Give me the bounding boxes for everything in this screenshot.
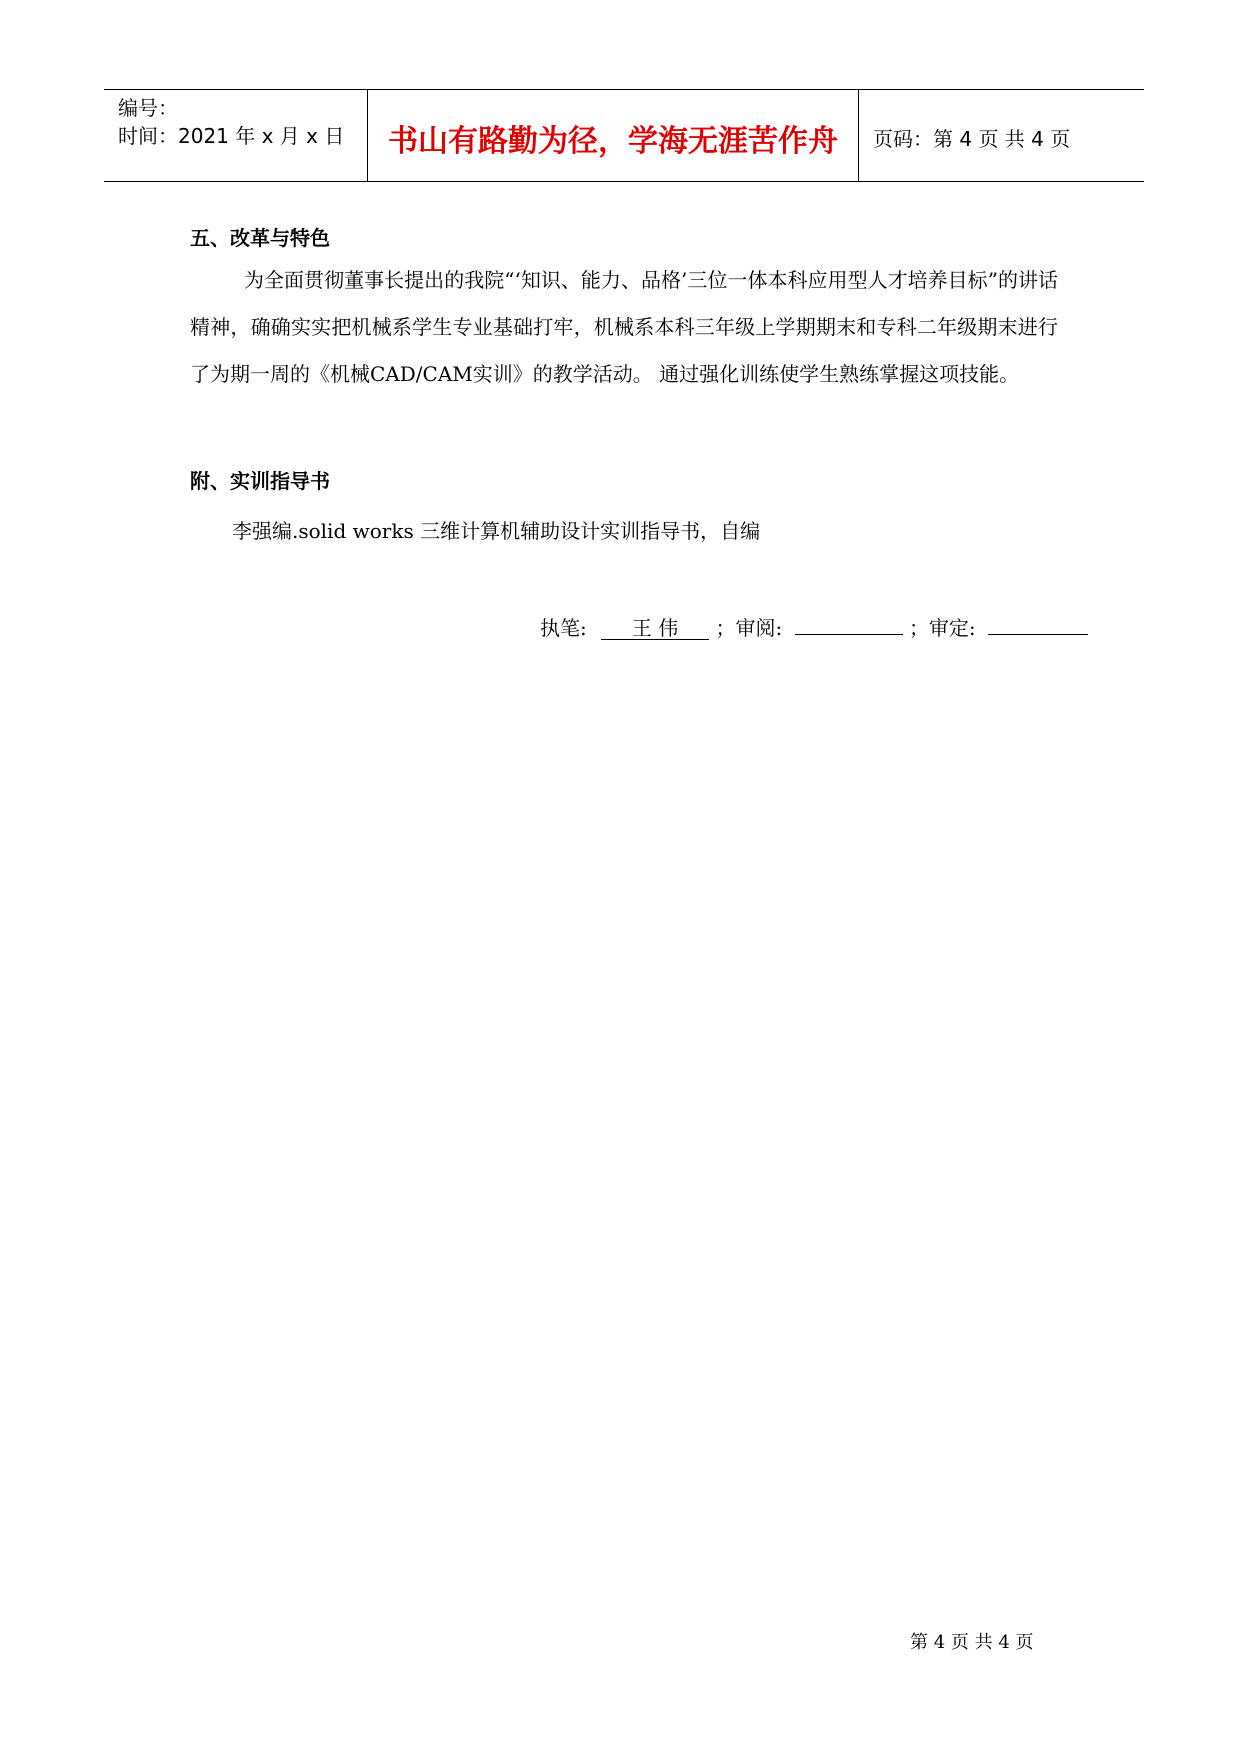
document-time-label: 时间：2021 年 x 月 x 日	[118, 124, 345, 148]
writer-label: 执笔:	[540, 616, 587, 640]
document-number-label: 编号：	[118, 96, 178, 120]
approver-name	[988, 634, 1088, 635]
page-header	[104, 89, 1144, 182]
signature-line	[540, 612, 1088, 641]
appendix-reference: 李强编.solid works 三维计算机辅助设计实训指导书，自编	[232, 519, 761, 543]
header-middle-cell	[368, 90, 859, 181]
appendix-title: 附、实训指导书	[190, 469, 330, 493]
page-footer-number: 第 4 页 共 4 页	[910, 1632, 1034, 1653]
header-motto: 书山有路勤为径，学海无涯苦作舟	[388, 124, 838, 159]
section-five-paragraph: 为全面贯彻董事长提出的我院“‘知识、能力、品格’三位一体本科应用型人才培养目标”的讲话精神，确确实实把机械系学生专业基础打牢，机械系本科三年级上学期期末和专科二年级期末进行了为期一周的《机械CAD/CAM实训》的教学活动。 通过强化训练使学生熟练掌握这项技能。	[190, 268, 1058, 386]
header-right-cell	[859, 90, 1144, 181]
approver-label: ；审定:	[908, 616, 976, 640]
header-left-cell	[104, 90, 368, 181]
header-page-info: 页码：第 4 页 共 4 页	[873, 127, 1071, 151]
reviewer-label: ；审阅:	[715, 616, 783, 640]
section-five-title: 五、改革与特色	[190, 226, 330, 250]
writer-name: 王 伟	[601, 617, 709, 640]
reviewer-name	[795, 634, 903, 635]
